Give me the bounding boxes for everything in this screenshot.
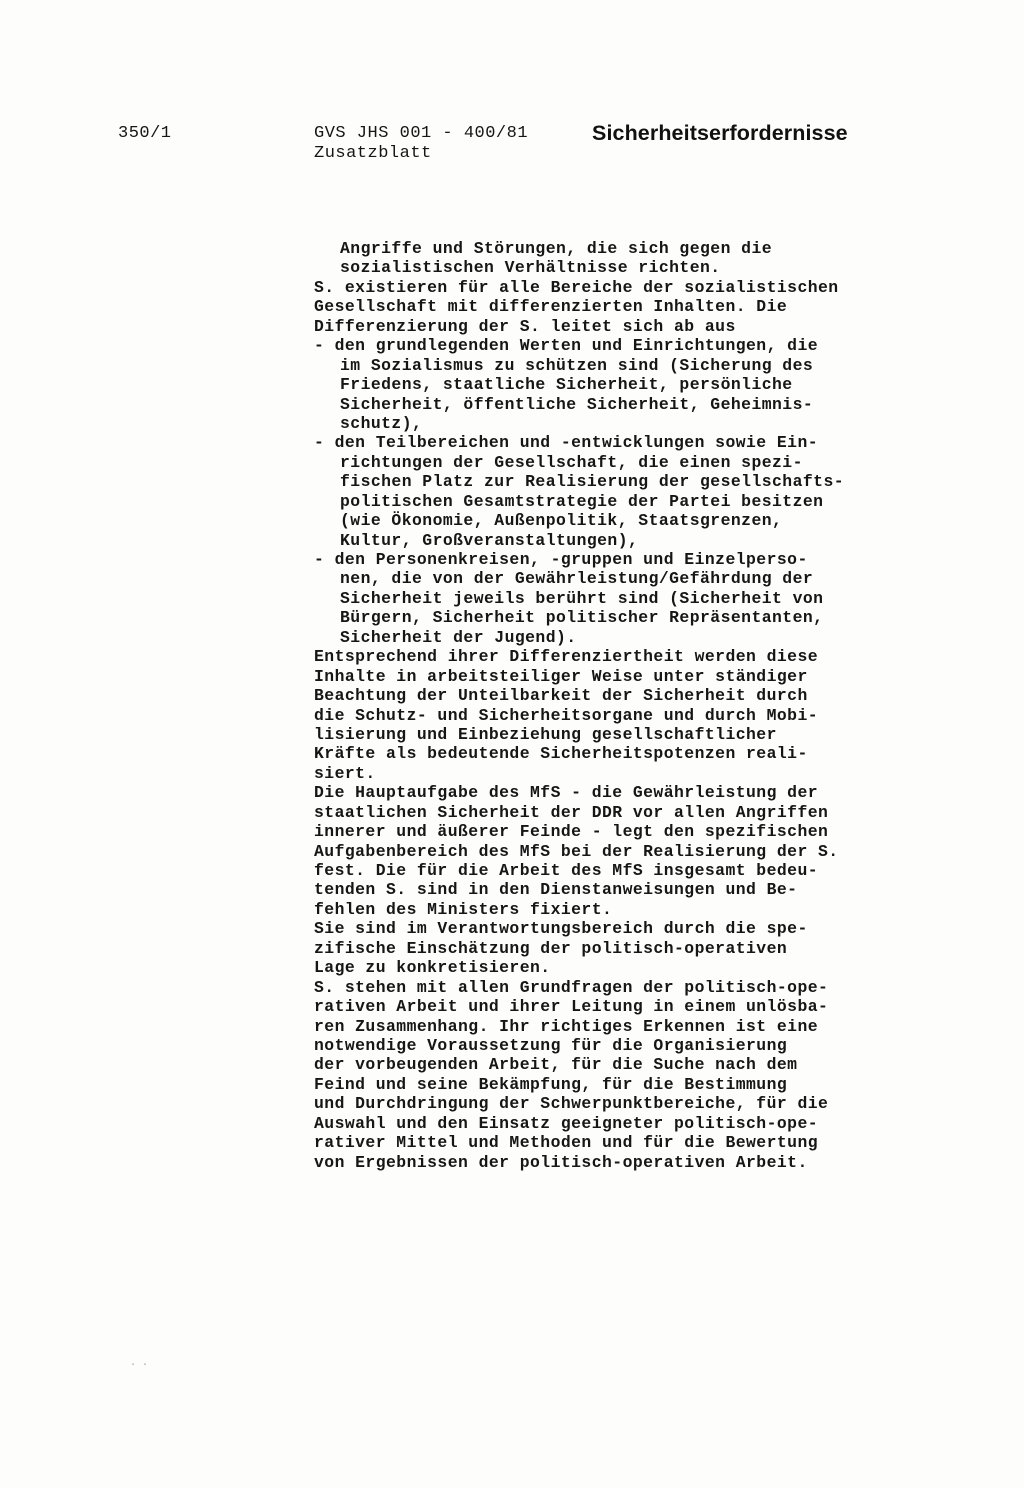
body-line: - den grundlegenden Werten und Einrichtungen, die	[314, 336, 819, 356]
body-line: tenden S. sind in den Dienstanweisungen und Be-	[314, 880, 798, 900]
body-line: Aufgabenbereich des MfS bei der Realisierung der S.	[314, 841, 839, 861]
body-line: und Durchdringung der Schwerpunktbereiche, für die	[314, 1094, 829, 1114]
body-line: Sie sind im Verantwortungsbereich durch die spe-	[314, 919, 808, 939]
body-line: politischen Gesamtstrategie der Partei besitzen	[340, 491, 824, 511]
body-line: die Schutz- und Sicherheitsorgane und durch Mobi-	[314, 705, 819, 725]
body-line: (wie Ökonomie, Außenpolitik, Staatsgrenzen,	[340, 511, 783, 531]
body-line: S. existieren für alle Bereiche der sozialistischen	[314, 277, 839, 297]
body-line: Lage zu konkretisieren.	[314, 958, 551, 978]
body-line: Entsprechend ihrer Differenziertheit werden diese	[314, 647, 819, 667]
body-line: Auswahl und den Einsatz geeigneter politisch-ope-	[314, 1113, 819, 1133]
body-line: der vorbeugenden Arbeit, für die Suche nach dem	[314, 1055, 798, 1075]
body-line: richtungen der Gesellschaft, die einen spezi-	[340, 452, 803, 472]
body-line: Gesellschaft mit differenzierten Inhalten. Die	[314, 297, 788, 317]
body-line: fehlen des Ministers fixiert.	[314, 899, 613, 919]
body-line: S. stehen mit allen Grundfragen der politisch-ope-	[314, 977, 829, 997]
body-line: innerer und äußerer Feinde - legt den spezifischen	[314, 822, 829, 842]
body-text	[314, 239, 974, 1172]
body-line: Kräfte als bedeutende Sicherheitspotenzen reali-	[314, 744, 808, 764]
body-line: Sicherheit, öffentliche Sicherheit, Geheimnis-	[340, 394, 814, 414]
body-line: Feind und seine Bekämpfung, für die Bestimmung	[314, 1074, 788, 1094]
body-line: lisierung und Einbeziehung gesellschaftlicher	[314, 724, 777, 744]
body-line: Inhalte in arbeitsteiliger Weise unter ständiger	[314, 666, 808, 686]
body-line: notwendige Voraussetzung für die Organisierung	[314, 1035, 788, 1055]
body-line: Die Hauptaufgabe des MfS - die Gewährleistung der	[314, 783, 819, 803]
document-subtitle: Zusatzblatt	[314, 144, 432, 163]
body-line: nen, die von der Gewährleistung/Gefährdung der	[340, 569, 814, 589]
body-line: Beachtung der Unteilbarkeit der Sicherheit durch	[314, 686, 808, 706]
body-line: fest. Die für die Arbeit des MfS insgesamt bedeu-	[314, 861, 819, 880]
body-line: - den Teilbereichen und -entwicklungen sowie Ein-	[314, 433, 819, 453]
page-title: Sicherheitserfordernisse	[592, 121, 848, 145]
body-line: Kultur, Großveranstaltungen),	[340, 530, 639, 550]
body-line: ren Zusammenhang. Ihr richtiges Erkennen ist eine	[314, 1016, 819, 1036]
page-number: 350/1	[118, 124, 172, 143]
body-line: Differenzierung der S. leitet sich ab aus	[314, 316, 736, 336]
body-line: Sicherheit jeweils berührt sind (Sicherheit von	[340, 588, 824, 608]
body-line: Friedens, staatliche Sicherheit, persönliche	[340, 375, 793, 395]
body-line: von Ergebnissen der politisch-operativen Arbeit.	[314, 1152, 808, 1172]
body-line: - den Personenkreisen, -gruppen und Einzelperso-	[314, 550, 808, 569]
body-line: siert.	[314, 763, 376, 783]
body-line: zifische Einschätzung der politisch-operativen	[314, 938, 788, 958]
body-line: staatlichen Sicherheit der DDR vor allen Angriffen	[314, 802, 829, 822]
scan-specks: . .	[130, 1358, 149, 1369]
body-line: Bürgern, Sicherheit politischer Repräsentanten,	[340, 608, 824, 628]
body-line: fischen Platz zur Realisierung der gesellschafts-	[340, 472, 845, 492]
body-line: rativen Arbeit und ihrer Leitung in einem unlösba-	[314, 997, 829, 1017]
body-line: Sicherheit der Jugend).	[340, 627, 577, 647]
body-line: schutz),	[340, 413, 423, 433]
body-line: rativer Mittel und Methoden und für die Bewertung	[314, 1133, 819, 1153]
document-id: GVS JHS 001 - 400/81	[314, 124, 529, 143]
body-line: Angriffe und Störungen, die sich gegen die	[340, 239, 773, 258]
body-line: im Sozialismus zu schützen sind (Sicherung des	[340, 355, 814, 375]
body-line: sozialistischen Verhältnisse richten.	[340, 258, 721, 278]
